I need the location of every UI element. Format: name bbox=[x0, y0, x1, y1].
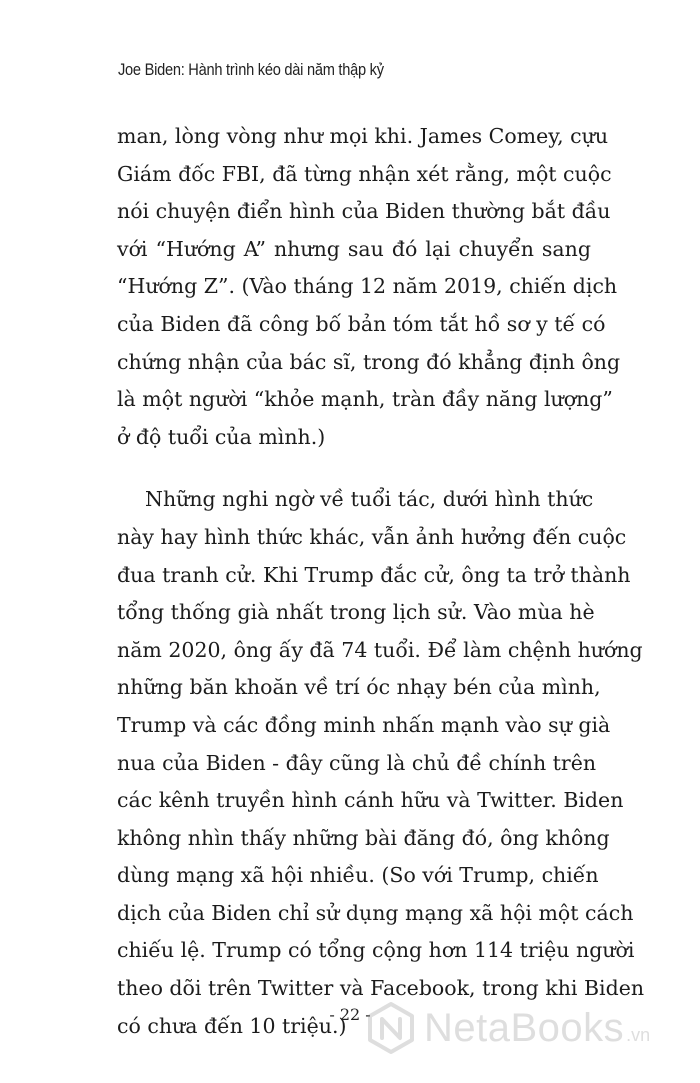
text-line: chứng nhận của bác sĩ, trong đó khẳng định ông bbox=[117, 349, 621, 374]
text-line: Những nghi ngờ về tuổi tác, dưới hình thức bbox=[145, 487, 594, 512]
text-line: dùng mạng xã hội nhiều. (So với Trump, chiến bbox=[117, 863, 599, 888]
text-line: chiếu lệ. Trump có tổng cộng hơn 114 triệu người bbox=[117, 938, 635, 963]
watermark-brand: NetaBooks bbox=[424, 1005, 625, 1050]
text-line: những băn khoăn về trí óc nhạy bén của mình, bbox=[117, 675, 601, 700]
text-line: với “Hướng A” nhưng sau đó lại chuyển sang bbox=[117, 236, 591, 261]
text-line: nua của Biden - đây cũng là chủ đề chính trên bbox=[117, 750, 597, 775]
text-line: của Biden đã công bố bản tóm tắt hồ sơ y tế có bbox=[117, 311, 606, 336]
text-line: Giám đốc FBI, đã từng nhận xét rằng, một cuộc bbox=[117, 161, 612, 186]
text-line: có chưa đến 10 triệu.) bbox=[117, 1013, 347, 1038]
text-line: là một người “khỏe mạnh, tràn đầy năng lượng” bbox=[117, 387, 613, 412]
text-line: không nhìn thấy những bài đăng đó, ông không bbox=[117, 825, 610, 850]
page-number: - 22 - bbox=[329, 1005, 371, 1024]
running-head: Joe Biden: Hành trình kéo dài năm thập kỷ bbox=[118, 60, 384, 79]
paragraph-1 bbox=[117, 118, 621, 456]
text-line: tổng thống già nhất trong lịch sử. Vào mùa hè bbox=[117, 600, 595, 625]
text-line: dịch của Biden chỉ sử dụng mạng xã hội một cách bbox=[117, 900, 634, 925]
text-line: năm 2020, ông ấy đã 74 tuổi. Để làm chệnh hướng bbox=[117, 637, 643, 662]
text-line: ở độ tuổi của mình.) bbox=[117, 424, 326, 449]
text-line: theo dõi trên Twitter và Facebook, trong khi Biden bbox=[117, 976, 645, 1001]
watermark-suffix: .vn bbox=[626, 1025, 651, 1045]
text-line: đua tranh cử. Khi Trump đắc cử, ông ta trở thành bbox=[117, 562, 631, 587]
text-line: “Hướng Z”. (Vào tháng 12 năm 2019, chiến dịch bbox=[117, 274, 618, 299]
text-line: nói chuyện điển hình của Biden thường bắt đầu bbox=[117, 199, 611, 224]
text-line: các kênh truyền hình cánh hữu và Twitter. Biden bbox=[117, 788, 624, 813]
text-line: Trump và các đồng minh nhấn mạnh vào sự già bbox=[117, 712, 611, 737]
text-line: man, lòng vòng như mọi khi. James Comey, cựu bbox=[117, 124, 609, 148]
text-line: này hay hình thức khác, vẫn ảnh hưởng đến cuộc bbox=[117, 524, 627, 549]
